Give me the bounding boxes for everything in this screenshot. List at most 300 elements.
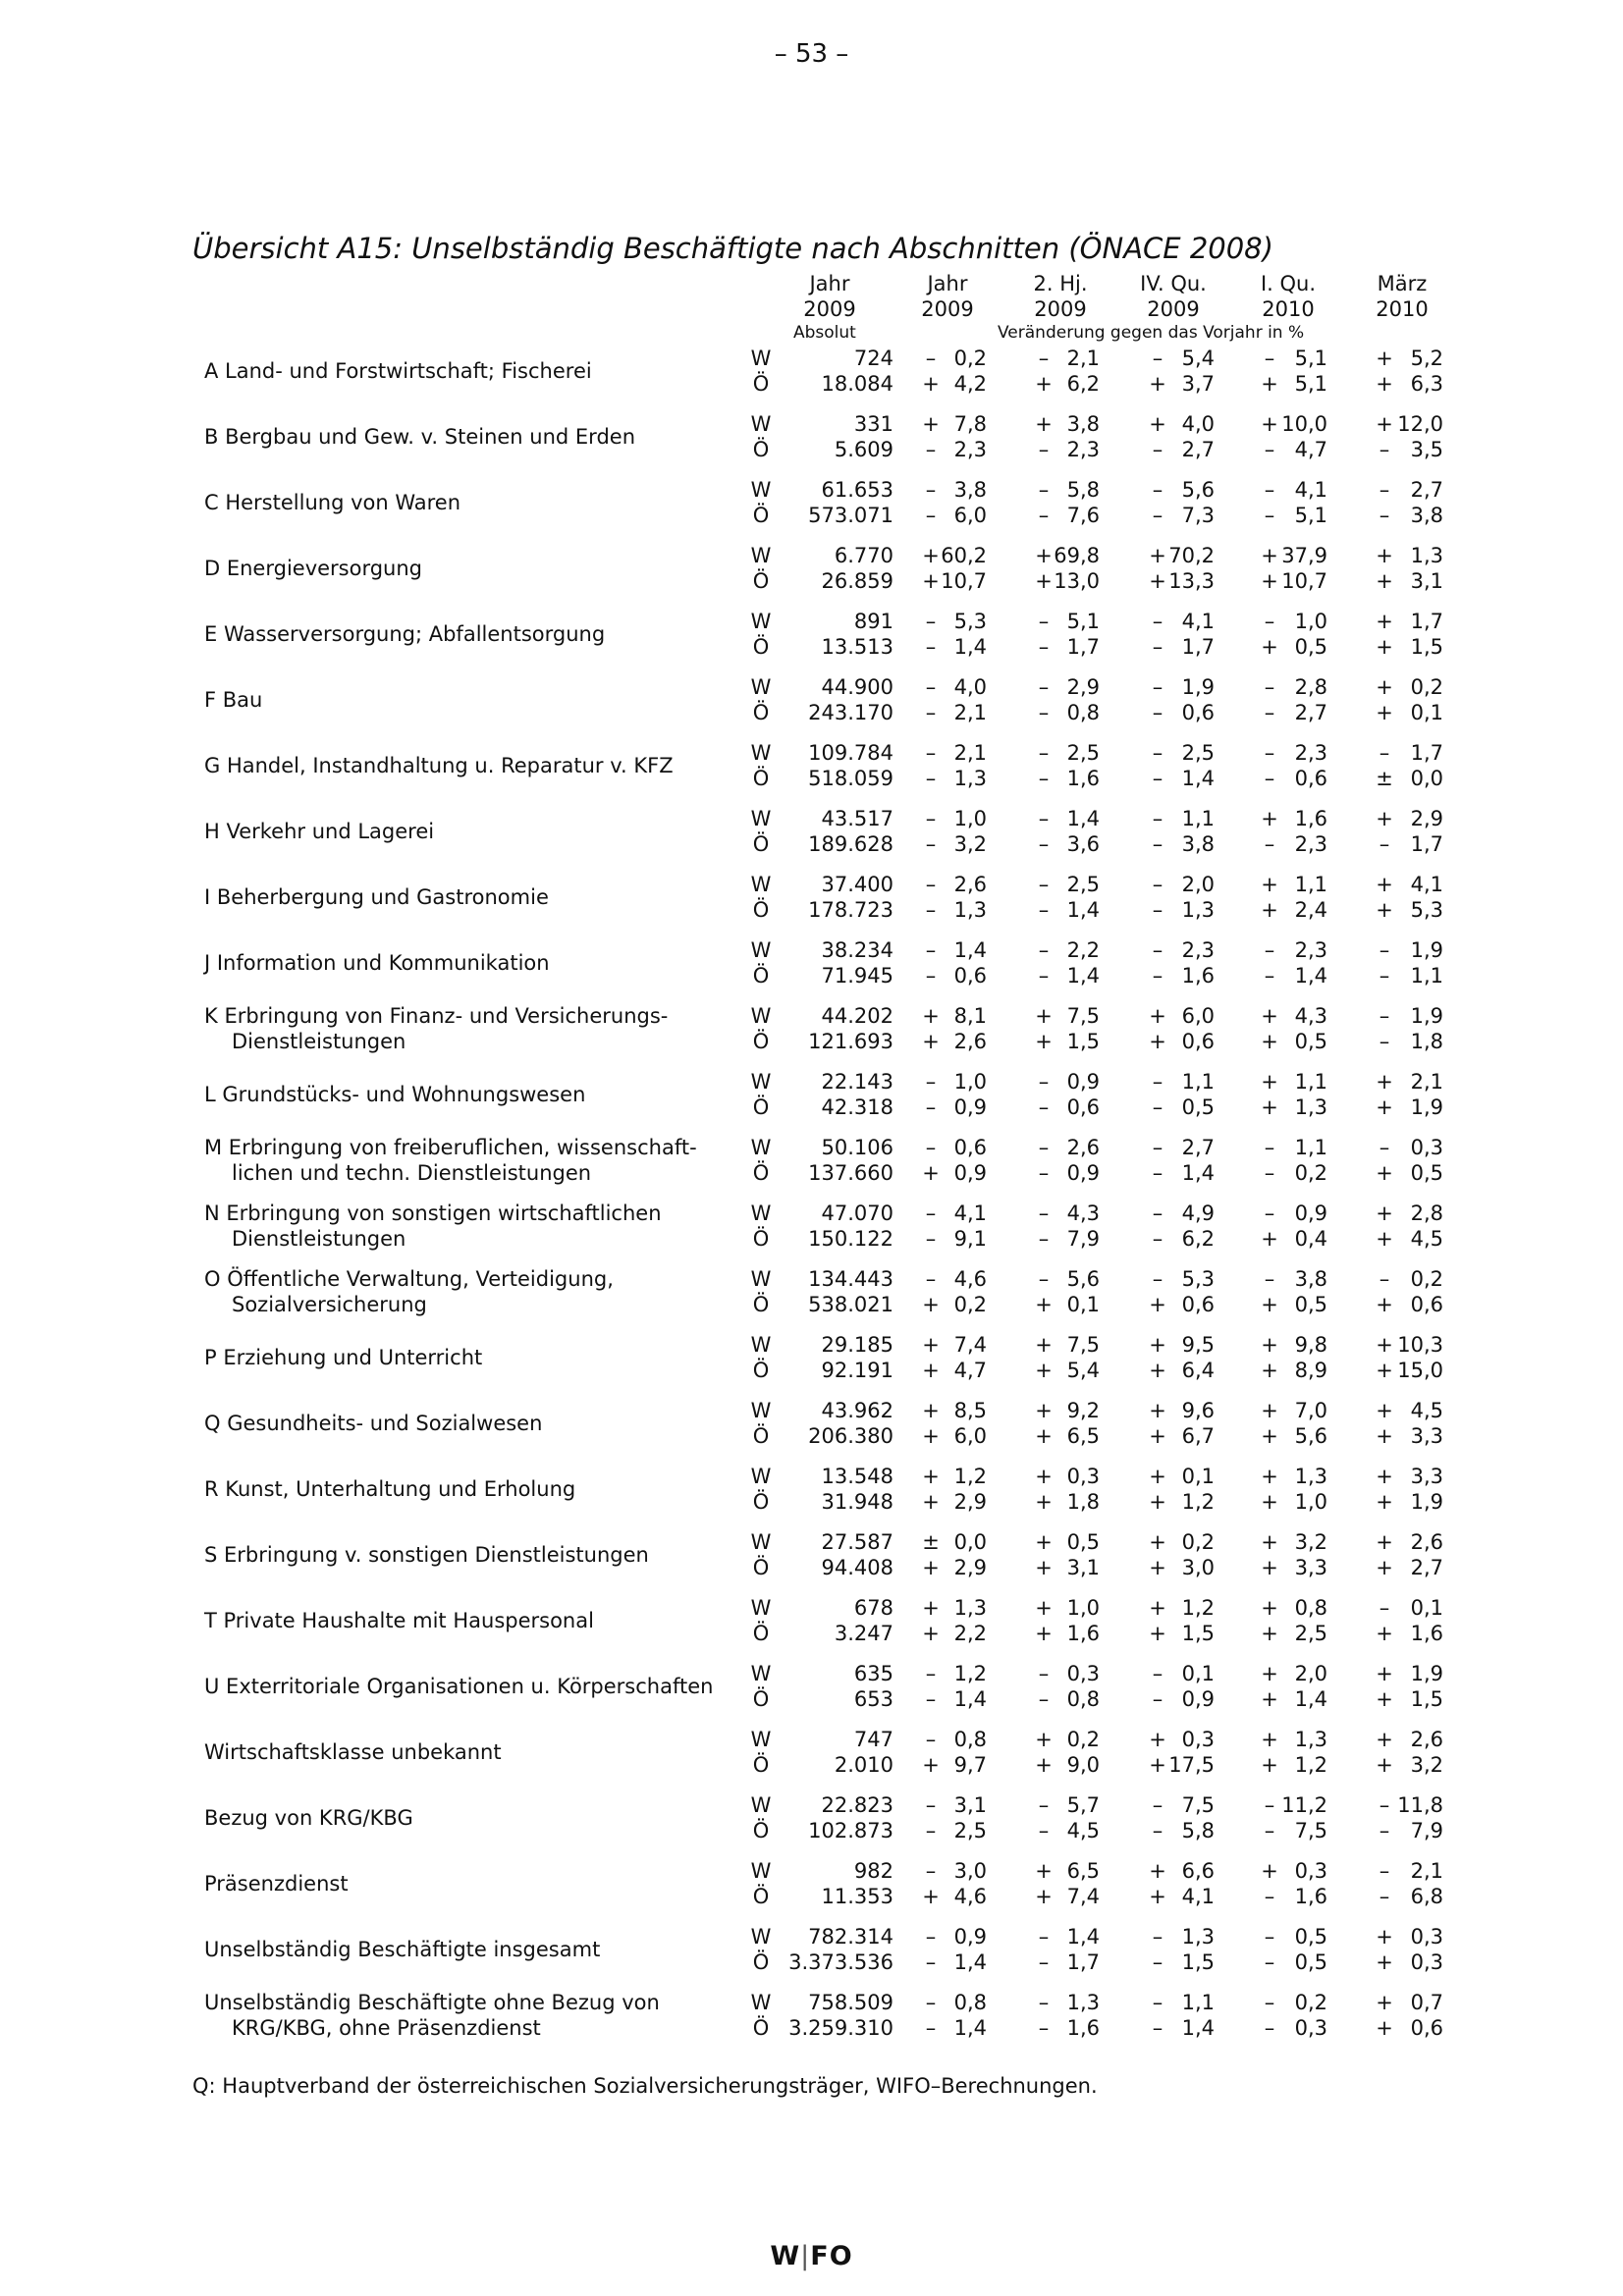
row-label: G Handel, Instandhaltung u. Reparatur v. KFZ <box>204 754 674 777</box>
change-value: 2,7 <box>1410 1556 1443 1579</box>
change-sign: – <box>925 1267 937 1291</box>
change-value: 1,6 <box>1181 964 1215 988</box>
change-value: 4,6 <box>953 1885 987 1908</box>
change-sign: + <box>1376 1556 1393 1579</box>
change-value: 2,3 <box>1294 938 1327 962</box>
column-header: IV. Qu. 2009 <box>1140 272 1207 321</box>
change-value: 6,5 <box>1066 1424 1100 1448</box>
total-marker: Ö <box>752 1950 770 1974</box>
change-sign: + <box>1261 1622 1278 1645</box>
change-value: 1,6 <box>1410 1622 1443 1645</box>
women-marker: W <box>750 1728 772 1751</box>
change-value: 0,3 <box>1294 1859 1327 1883</box>
change-value: 4,1 <box>1294 478 1327 502</box>
absolut-subheader: Absolut <box>793 323 856 343</box>
row-label: Bezug von KRG/KBG <box>204 1806 413 1830</box>
change-value: 9,8 <box>1294 1333 1327 1357</box>
row-label: Präsenzdienst <box>204 1872 349 1896</box>
change-sign: – <box>1152 1793 1163 1817</box>
row-label: A Land- und Forstwirtschaft; Fischerei <box>204 359 592 383</box>
absolute-value: 102.873 <box>808 1819 893 1842</box>
change-sign: + <box>922 1596 940 1620</box>
total-marker: Ö <box>752 898 770 922</box>
change-sign: + <box>1261 898 1278 922</box>
change-value: 1,5 <box>1066 1030 1100 1053</box>
change-sign: + <box>1261 1095 1278 1119</box>
change-subheader: Veränderung gegen das Vorjahr in % <box>998 323 1305 343</box>
change-sign: – <box>925 1201 937 1225</box>
change-sign: + <box>1261 1070 1278 1094</box>
change-sign: – <box>925 807 937 830</box>
change-sign: + <box>1376 1161 1393 1185</box>
change-sign: – <box>1152 1136 1163 1159</box>
women-marker: W <box>750 347 772 370</box>
change-value: 2,6 <box>1066 1136 1100 1159</box>
absolute-value: 518.059 <box>808 767 893 790</box>
change-value: 10,3 <box>1397 1333 1443 1357</box>
change-value: 7,5 <box>1066 1333 1100 1357</box>
change-value: 0,6 <box>1181 1030 1215 1053</box>
change-value: 7,4 <box>1066 1885 1100 1908</box>
change-value: 1,3 <box>1294 1095 1327 1119</box>
change-sign: + <box>1261 1227 1278 1251</box>
change-value: 1,1 <box>1294 1136 1327 1159</box>
change-sign: + <box>1149 1556 1166 1579</box>
change-sign: – <box>925 610 937 633</box>
absolute-value: 13.513 <box>821 635 893 659</box>
change-sign: – <box>1038 610 1050 633</box>
change-value: 1,6 <box>1066 1622 1100 1645</box>
change-sign: – <box>1264 1793 1275 1817</box>
absolute-value: 121.693 <box>808 1030 893 1053</box>
change-sign: – <box>1379 1030 1390 1053</box>
change-sign: + <box>1376 1424 1393 1448</box>
change-value: 2,9 <box>953 1556 987 1579</box>
change-sign: – <box>1152 347 1163 370</box>
change-sign: + <box>1261 1530 1278 1554</box>
change-value: 0,5 <box>1294 1925 1327 1949</box>
change-sign: – <box>1152 1925 1163 1949</box>
absolute-value: 243.170 <box>808 701 893 724</box>
change-value: 15,0 <box>1397 1359 1443 1382</box>
change-value: 0,3 <box>1181 1728 1215 1751</box>
change-sign: + <box>1261 1490 1278 1514</box>
change-sign: – <box>1152 1095 1163 1119</box>
change-sign: + <box>1261 1596 1278 1620</box>
change-value: 1,1 <box>1294 1070 1327 1094</box>
absolute-value: 92.191 <box>821 1359 893 1382</box>
change-sign: + <box>1149 1333 1166 1357</box>
change-sign: + <box>1035 1859 1053 1883</box>
change-value: 2,7 <box>1294 701 1327 724</box>
change-sign: – <box>1264 2016 1275 2040</box>
change-sign: – <box>925 1859 937 1883</box>
change-value: 0,0 <box>1410 767 1443 790</box>
change-sign: + <box>1149 1030 1166 1053</box>
change-value: 5,7 <box>1066 1793 1100 1817</box>
change-sign: – <box>1379 1596 1390 1620</box>
women-marker: W <box>750 1859 772 1883</box>
change-sign: – <box>1379 1004 1390 1028</box>
change-value: 1,4 <box>1181 767 1215 790</box>
change-sign: – <box>925 504 937 527</box>
change-sign: – <box>1038 1950 1050 1974</box>
row-label: N Erbringung von sonstigen wirtschaftlichen Dienstleistungen <box>204 1201 662 1251</box>
change-sign: + <box>1261 873 1278 896</box>
change-sign: – <box>1038 701 1050 724</box>
change-value: 1,3 <box>1410 544 1443 567</box>
change-sign: + <box>1035 569 1053 593</box>
change-value: 4,3 <box>1066 1201 1100 1225</box>
change-sign: + <box>1261 412 1278 436</box>
change-value: 0,9 <box>1066 1161 1100 1185</box>
change-value: 4,9 <box>1181 1201 1215 1225</box>
change-sign: + <box>1376 701 1393 724</box>
change-value: 5,1 <box>1294 504 1327 527</box>
change-sign: + <box>1261 1399 1278 1422</box>
table-row <box>0 872 1623 923</box>
change-sign: + <box>1261 569 1278 593</box>
change-sign: – <box>1038 1662 1050 1685</box>
change-sign: – <box>1152 1991 1163 2014</box>
change-sign: + <box>1149 1004 1166 1028</box>
absolute-value: 11.353 <box>821 1885 893 1908</box>
change-sign: + <box>1035 412 1053 436</box>
change-value: 0,2 <box>1410 675 1443 699</box>
absolute-value: 22.143 <box>821 1070 893 1094</box>
change-value: 7,5 <box>1066 1004 1100 1028</box>
change-sign: + <box>1261 1333 1278 1357</box>
change-sign: – <box>925 701 937 724</box>
change-value: 4,0 <box>1181 412 1215 436</box>
change-sign: + <box>1149 1424 1166 1448</box>
row-label: Wirtschaftsklasse unbekannt <box>204 1740 502 1764</box>
change-value: 8,9 <box>1294 1359 1327 1382</box>
change-sign: – <box>1152 1227 1163 1251</box>
change-sign: – <box>1152 741 1163 765</box>
change-sign: – <box>1152 701 1163 724</box>
change-value: 0,8 <box>953 1991 987 2014</box>
table-row <box>0 1661 1623 1712</box>
total-marker: Ö <box>752 1293 770 1316</box>
change-sign: – <box>1038 347 1050 370</box>
absolute-value: 134.443 <box>808 1267 893 1291</box>
change-sign: – <box>1152 898 1163 922</box>
table-row <box>0 477 1623 528</box>
change-value: 2,5 <box>1066 741 1100 765</box>
row-label: M Erbringung von freiberuflichen, wissenschaft- lichen und techn. Dienstleistungen <box>204 1136 697 1185</box>
change-sign: + <box>922 1556 940 1579</box>
change-value: 8,1 <box>953 1004 987 1028</box>
change-sign: – <box>1264 347 1275 370</box>
change-value: 1,1 <box>1181 1991 1215 2014</box>
change-sign: + <box>1035 372 1053 396</box>
table-row <box>0 1595 1623 1646</box>
change-value: 2,6 <box>1410 1728 1443 1751</box>
change-sign: + <box>922 544 940 567</box>
change-value: 0,6 <box>1181 701 1215 724</box>
change-value: 2,4 <box>1294 898 1327 922</box>
change-value: 2,3 <box>1294 741 1327 765</box>
change-sign: – <box>925 635 937 659</box>
change-sign: ± <box>1376 767 1393 790</box>
change-value: 4,5 <box>1410 1227 1443 1251</box>
row-label: P Erziehung und Unterricht <box>204 1346 483 1369</box>
change-value: 0,6 <box>1066 1095 1100 1119</box>
change-value: 9,7 <box>953 1753 987 1777</box>
change-value: 1,5 <box>1410 1687 1443 1711</box>
change-value: 37,9 <box>1281 544 1327 567</box>
change-sign: + <box>1261 807 1278 830</box>
absolute-value: 758.509 <box>808 1991 893 2014</box>
page-number: – 53 – <box>774 39 849 69</box>
change-sign: – <box>925 1136 937 1159</box>
change-value: 9,1 <box>953 1227 987 1251</box>
change-value: 3,8 <box>1066 412 1100 436</box>
change-value: 0,2 <box>1066 1728 1100 1751</box>
change-sign: – <box>1038 1161 1050 1185</box>
change-value: 10,0 <box>1281 412 1327 436</box>
absolute-value: 44.202 <box>821 1004 893 1028</box>
change-value: 2,6 <box>953 873 987 896</box>
change-sign: + <box>1149 412 1166 436</box>
change-sign: – <box>1038 675 1050 699</box>
change-sign: – <box>1038 1267 1050 1291</box>
change-sign: + <box>1035 1465 1053 1488</box>
change-sign: – <box>925 873 937 896</box>
change-value: 2,8 <box>1294 675 1327 699</box>
change-value: 0,3 <box>1410 1925 1443 1949</box>
change-value: 1,2 <box>1294 1753 1327 1777</box>
change-value: 1,3 <box>1066 1991 1100 2014</box>
change-value: 1,0 <box>1066 1596 1100 1620</box>
change-sign: – <box>925 1793 937 1817</box>
change-value: 2,1 <box>953 741 987 765</box>
change-sign: + <box>1035 1293 1053 1316</box>
change-value: 1,0 <box>953 807 987 830</box>
change-value: 0,9 <box>953 1161 987 1185</box>
change-sign: – <box>1379 1885 1390 1908</box>
women-marker: W <box>750 1793 772 1817</box>
change-sign: + <box>1376 1201 1393 1225</box>
total-marker: Ö <box>752 1161 770 1185</box>
row-label: D Energieversorgung <box>204 557 423 580</box>
table-row <box>0 1398 1623 1449</box>
row-label: I Beherbergung und Gastronomie <box>204 885 549 909</box>
table-row <box>0 1924 1623 1975</box>
change-value: 1,3 <box>1181 1925 1215 1949</box>
change-value: 2,9 <box>1066 675 1100 699</box>
change-value: 1,5 <box>1181 1622 1215 1645</box>
women-marker: W <box>750 1596 772 1620</box>
change-sign: – <box>1152 1950 1163 1974</box>
total-marker: Ö <box>752 1359 770 1382</box>
absolute-value: 47.070 <box>821 1201 893 1225</box>
change-value: 0,5 <box>1066 1530 1100 1554</box>
change-sign: – <box>1038 807 1050 830</box>
change-value: 17,5 <box>1168 1753 1215 1777</box>
change-value: 1,8 <box>1066 1490 1100 1514</box>
change-value: 6,5 <box>1066 1859 1100 1883</box>
change-value: 3,0 <box>1181 1556 1215 1579</box>
change-sign: + <box>1261 635 1278 659</box>
change-sign: + <box>1149 569 1166 593</box>
total-marker: Ö <box>752 2016 770 2040</box>
absolute-value: 94.408 <box>821 1556 893 1579</box>
change-value: 1,9 <box>1410 1095 1443 1119</box>
change-value: 0,1 <box>1181 1662 1215 1685</box>
change-sign: + <box>1261 1465 1278 1488</box>
change-value: 6,2 <box>1066 372 1100 396</box>
change-sign: – <box>1379 504 1390 527</box>
change-value: 6,6 <box>1181 1859 1215 1883</box>
change-sign: + <box>1261 1728 1278 1751</box>
change-value: 0,9 <box>1181 1687 1215 1711</box>
change-sign: – <box>1038 2016 1050 2040</box>
change-value: 1,9 <box>1410 1662 1443 1685</box>
change-sign: – <box>1379 1859 1390 1883</box>
change-value: 13,0 <box>1054 569 1100 593</box>
change-sign: – <box>925 938 937 962</box>
women-marker: W <box>750 1201 772 1225</box>
change-value: 0,5 <box>1410 1161 1443 1185</box>
change-value: 3,8 <box>1294 1267 1327 1291</box>
change-value: 1,9 <box>1410 1490 1443 1514</box>
change-sign: – <box>1379 1793 1390 1817</box>
change-value: 3,8 <box>1410 504 1443 527</box>
change-value: 3,2 <box>1410 1753 1443 1777</box>
absolute-value: 137.660 <box>808 1161 893 1185</box>
change-value: 0,5 <box>1294 635 1327 659</box>
change-value: 9,2 <box>1066 1399 1100 1422</box>
change-value: 5,3 <box>1410 898 1443 922</box>
change-value: 0,5 <box>1181 1095 1215 1119</box>
change-value: 0,2 <box>953 1293 987 1316</box>
change-sign: – <box>925 1070 937 1094</box>
column-header: I. Qu. 2010 <box>1260 272 1317 321</box>
change-value: 1,9 <box>1410 1004 1443 1028</box>
absolute-value: 3.373.536 <box>788 1950 893 1974</box>
change-sign: – <box>1264 438 1275 461</box>
change-sign: + <box>1261 1359 1278 1382</box>
change-value: 7,6 <box>1066 504 1100 527</box>
absolute-value: 61.653 <box>821 478 893 502</box>
change-sign: + <box>1376 1687 1393 1711</box>
change-sign: ± <box>922 1530 940 1554</box>
change-sign: + <box>922 1359 940 1382</box>
change-sign: + <box>1149 1530 1166 1554</box>
change-value: 3,8 <box>953 478 987 502</box>
change-value: 7,9 <box>1410 1819 1443 1842</box>
change-sign: – <box>925 675 937 699</box>
women-marker: W <box>750 1662 772 1685</box>
change-value: 3,6 <box>1066 832 1100 856</box>
change-value: 1,9 <box>1410 938 1443 962</box>
change-sign: + <box>1376 1728 1393 1751</box>
change-value: 2,1 <box>953 701 987 724</box>
table-row <box>0 1792 1623 1843</box>
change-value: 11,8 <box>1397 1793 1443 1817</box>
total-marker: Ö <box>752 635 770 659</box>
wifo-logo: W|FO <box>770 2241 853 2271</box>
change-value: 2,6 <box>953 1030 987 1053</box>
change-sign: – <box>1264 478 1275 502</box>
total-marker: Ö <box>752 569 770 593</box>
change-value: 5,3 <box>953 610 987 633</box>
change-sign: – <box>925 438 937 461</box>
change-sign: – <box>1264 1136 1275 1159</box>
absolute-value: 747 <box>853 1728 893 1751</box>
change-value: 1,3 <box>953 898 987 922</box>
absolute-value: 109.784 <box>808 741 893 765</box>
change-sign: + <box>1035 1622 1053 1645</box>
change-sign: – <box>1152 1070 1163 1094</box>
absolute-value: 6.770 <box>834 544 893 567</box>
change-value: 1,4 <box>1181 2016 1215 2040</box>
change-sign: + <box>1035 1596 1053 1620</box>
change-value: 1,6 <box>1294 807 1327 830</box>
change-value: 4,7 <box>1294 438 1327 461</box>
change-sign: + <box>1376 544 1393 567</box>
change-sign: – <box>1264 832 1275 856</box>
change-sign: – <box>1038 504 1050 527</box>
women-marker: W <box>750 1991 772 2014</box>
change-sign: + <box>1149 1359 1166 1382</box>
change-sign: – <box>925 1925 937 1949</box>
change-value: 4,5 <box>1066 1819 1100 1842</box>
change-value: 5,6 <box>1294 1424 1327 1448</box>
change-value: 13,3 <box>1168 569 1215 593</box>
absolute-value: 22.823 <box>821 1793 893 1817</box>
women-marker: W <box>750 1267 772 1291</box>
total-marker: Ö <box>752 964 770 988</box>
change-sign: – <box>1038 938 1050 962</box>
women-marker: W <box>750 1925 772 1949</box>
change-sign: + <box>1035 1359 1053 1382</box>
change-sign: – <box>1152 832 1163 856</box>
row-label: Unselbständig Beschäftigte insgesamt <box>204 1938 601 1961</box>
change-value: 3,3 <box>1410 1424 1443 1448</box>
table-row <box>0 1464 1623 1515</box>
change-value: 0,8 <box>1294 1596 1327 1620</box>
change-sign: – <box>1152 964 1163 988</box>
change-value: 4,1 <box>1181 1885 1215 1908</box>
change-value: 5,8 <box>1181 1819 1215 1842</box>
change-value: 1,5 <box>1410 635 1443 659</box>
absolute-value: 2.010 <box>834 1753 893 1777</box>
change-value: 9,5 <box>1181 1333 1215 1357</box>
change-sign: + <box>922 1622 940 1645</box>
change-sign: – <box>1038 767 1050 790</box>
change-sign: – <box>1038 1095 1050 1119</box>
women-marker: W <box>750 1070 772 1094</box>
change-sign: + <box>1035 1753 1053 1777</box>
absolute-value: 31.948 <box>821 1490 893 1514</box>
change-sign: + <box>1149 1399 1166 1422</box>
absolute-value: 538.021 <box>808 1293 893 1316</box>
change-value: 5,1 <box>1294 372 1327 396</box>
change-value: 1,3 <box>1294 1728 1327 1751</box>
change-sign: – <box>1038 741 1050 765</box>
change-sign: + <box>1376 1070 1393 1094</box>
change-value: 4,1 <box>953 1201 987 1225</box>
total-marker: Ö <box>752 1424 770 1448</box>
change-value: 5,1 <box>1066 610 1100 633</box>
change-sign: + <box>1149 1753 1166 1777</box>
change-sign: + <box>1035 1490 1053 1514</box>
table-row <box>0 1266 1623 1317</box>
change-value: 9,0 <box>1066 1753 1100 1777</box>
